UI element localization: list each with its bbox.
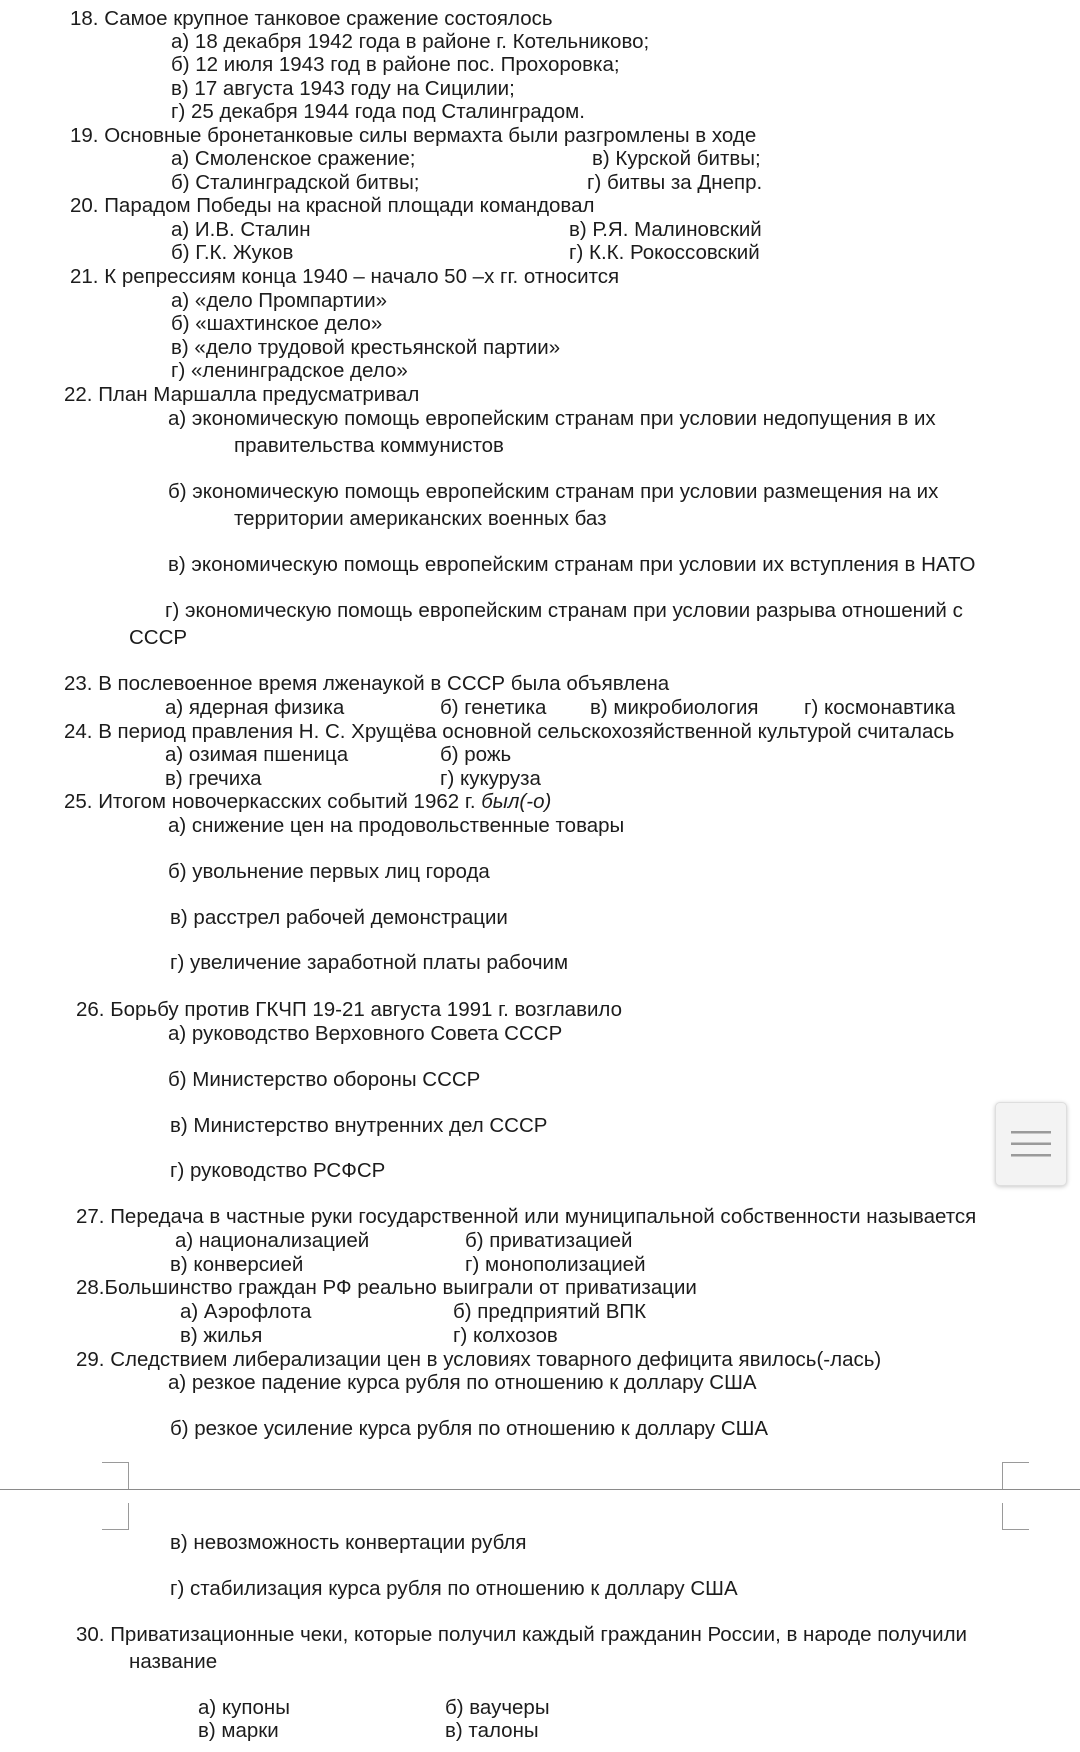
question-25-title	[64, 790, 551, 814]
q27-option-v: в) конверсией	[170, 1253, 304, 1276]
q30-option-a: а) купоны	[198, 1696, 290, 1719]
q24-option-a: а) озимая пшеница	[165, 743, 349, 766]
q29-option-a: а) резкое падение курса рубля по отношению к доллару США	[168, 1371, 757, 1394]
q19-option-v: в) Курской битвы;	[592, 147, 761, 170]
q22-option-v: в) экономическую помощь европейским странам при условии их вступления в НАТО	[168, 553, 976, 576]
q30-option-g: в) талоны	[445, 1719, 539, 1742]
q21-option-g: г) «ленинградское дело»	[171, 359, 408, 382]
question-19-title: 19. Основные бронетанковые силы вермахта были разгромлены в ходе	[70, 124, 757, 147]
q29-option-v: в) невозможность конвертации рубля	[170, 1531, 527, 1554]
q27-option-b: б) приватизацией	[465, 1229, 633, 1252]
q21-option-a: а) «дело Промпартии»	[171, 289, 388, 312]
q22-option-a-line1: а) экономическую помощь европейским странам при условии недопущения в их	[168, 407, 936, 430]
q25-option-b: б) увольнение первых лиц города	[168, 860, 490, 883]
question-29-title: 29. Следствием либерализации цен в условиях товарного дефицита явилось(-лась)	[76, 1348, 882, 1371]
question-23-title: 23. В послевоенное время лженаукой в СССР была объявлена	[64, 672, 670, 695]
q20-option-a: а) И.В. Сталин	[171, 218, 311, 241]
q28-option-a: а) Аэрофлота	[180, 1300, 312, 1323]
crop-mark-top-right	[1002, 1462, 1029, 1489]
question-18-title: 18. Самое крупное танковое сражение состоялось	[70, 7, 553, 30]
hamburger-menu-icon	[1011, 1129, 1051, 1159]
q20-option-b: б) Г.К. Жуков	[171, 241, 294, 264]
q20-option-g: г) К.К. Рокоссовский	[569, 241, 760, 264]
q22-option-g-line2: СССР	[129, 626, 188, 649]
q21-option-v: в) «дело трудовой крестьянской партии»	[171, 336, 561, 359]
q28-option-g: г) колхозов	[453, 1324, 558, 1347]
q24-option-v: в) гречиха	[165, 767, 262, 790]
question-30-title-line1: 30. Приватизационные чеки, которые получил каждый гражданин России, в народе получили	[76, 1623, 967, 1646]
question-20-title: 20. Парадом Победы на красной площади командовал	[70, 194, 595, 217]
q22-option-g-line1: г) экономическую помощь европейским странам при условии разрыва отношений с	[165, 599, 963, 622]
q25-option-g: г) увеличение заработной платы рабочим	[170, 951, 569, 974]
q18-option-v: в) 17 августа 1943 году на Сицилии;	[171, 77, 515, 100]
q30-option-b: б) ваучеры	[445, 1696, 550, 1719]
q23-option-v: в) микробиология	[590, 696, 759, 719]
q22-option-b-line1: б) экономическую помощь европейским странам при условии размещения на их	[168, 480, 939, 503]
question-27-title: 27. Передача в частные руки государственной или муниципальной собственности называется	[76, 1205, 977, 1228]
q22-option-a-line2: правительства коммунистов	[234, 434, 504, 457]
q29-option-g: г) стабилизация курса рубля по отношению к доллару США	[170, 1577, 738, 1600]
q30-option-v: в) марки	[198, 1719, 279, 1742]
q24-option-b: б) рожь	[440, 743, 512, 766]
q28-option-b: б) предприятий ВПК	[453, 1300, 647, 1323]
q26-option-g: г) руководство РСФСР	[170, 1159, 386, 1182]
q20-option-v: в) Р.Я. Малиновский	[569, 218, 762, 241]
q26-option-a: а) руководство Верховного Совета СССР	[168, 1022, 563, 1045]
q28-option-v: в) жилья	[180, 1324, 263, 1347]
q27-option-a: а) национализацией	[175, 1229, 370, 1252]
crop-mark-bottom-left	[102, 1503, 129, 1530]
q23-option-a: а) ядерная физика	[165, 696, 345, 719]
question-21-title: 21. К репрессиям конца 1940 – начало 50 –х гг. относится	[70, 265, 620, 288]
menu-button[interactable]	[995, 1102, 1067, 1186]
q23-option-g: г) космонавтика	[804, 696, 956, 719]
q25-option-a: а) снижение цен на продовольственные товары	[168, 814, 625, 837]
question-28-title: 28.Большинство граждан РФ реально выиграли от приватизации	[76, 1276, 697, 1299]
crop-mark-bottom-right	[1002, 1503, 1029, 1530]
q23-option-b: б) генетика	[440, 696, 547, 719]
page-break-line	[0, 1489, 1080, 1490]
q29-option-b: б) резкое усиление курса рубля по отношению к доллару США	[170, 1417, 769, 1440]
crop-mark-top-left	[102, 1462, 129, 1489]
question-24-title: 24. В период правления Н. С. Хрущёва основной сельскохозяйственной культурой считалась	[64, 720, 955, 743]
q19-option-a: а) Смоленское сражение;	[171, 147, 416, 170]
q18-option-b: б) 12 июля 1943 год в районе пос. Прохоровка;	[171, 53, 620, 76]
q24-option-g: г) кукуруза	[440, 767, 541, 790]
q21-option-b: б) «шахтинское дело»	[171, 312, 383, 335]
q25-option-v: в) расстрел рабочей демонстрации	[170, 906, 508, 929]
q18-option-g: г) 25 декабря 1944 года под Сталинградом.	[171, 100, 585, 123]
q27-option-g: г) монополизацией	[465, 1253, 646, 1276]
q22-option-b-line2: территории американских военных баз	[234, 507, 607, 530]
question-26-title: 26. Борьбу против ГКЧП 19-21 августа 1991 г. возглавило	[76, 998, 623, 1021]
question-22-title: 22. План Маршалла предусматривал	[64, 383, 420, 406]
q25-title-text: 25. Итогом новочеркасских событий 1962 г.	[64, 790, 476, 813]
q25-title-italic: был(-о)	[481, 790, 552, 813]
q19-option-b: б) Сталинградской битвы;	[171, 171, 420, 194]
q26-option-b: б) Министерство обороны СССР	[168, 1068, 481, 1091]
q18-option-a: а) 18 декабря 1942 года в районе г. Котельниково;	[171, 30, 650, 53]
q26-option-v: в) Министерство внутренних дел СССР	[170, 1114, 548, 1137]
q19-option-g: г) битвы за Днепр.	[587, 171, 763, 194]
question-30-title-line2: название	[129, 1650, 218, 1673]
